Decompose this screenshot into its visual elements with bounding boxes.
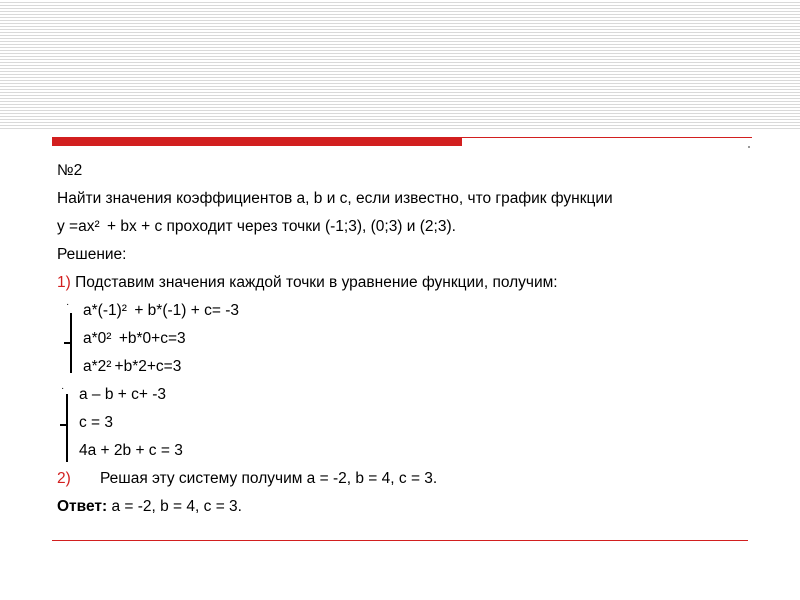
answer-label: Ответ: [57, 498, 108, 515]
step1-line [57, 274, 558, 292]
problem-number: №2 [57, 162, 83, 179]
step1-marker: 1) [57, 274, 71, 291]
system1-eq1: a*(-1)² + b*(-1) + c= -3 [83, 302, 239, 319]
system1-brace [70, 313, 72, 373]
decorative-dot [748, 146, 750, 148]
problem-statement-line1: Найти значения коэффициентов a, b и c, если известно, что график функции [57, 190, 613, 207]
system2-eq2: c = 3 [79, 414, 114, 431]
system1-eq3: a*2² +b*2+c=3 [83, 358, 182, 375]
system1-dot: · [66, 299, 70, 310]
step1-text: Подставим значения каждой точки в уравнение функции, получим: [70, 274, 558, 291]
system1-eq2: a*0² +b*0+c=3 [83, 330, 186, 347]
answer-text: a = -2, b = 4, c = 3. [107, 498, 242, 515]
title-rule [462, 137, 752, 138]
system2-eq3: 4a + 2b + c = 3 [79, 442, 183, 459]
step2-marker: 2) [57, 470, 71, 487]
problem-statement-line2: y =ax² + bx + c проходит через точки (-1;3), (0;3) и (2;3). [57, 218, 456, 235]
title-accent-bar [52, 137, 462, 146]
system2-brace-tick [60, 424, 66, 426]
system2-eq1: a – b + c+ -3 [79, 386, 167, 403]
answer-line [57, 498, 242, 516]
step2-text: Решая эту систему получим a = -2, b = 4, c = 3. [100, 470, 438, 487]
solution-heading: Решение: [57, 246, 127, 263]
bottom-rule [52, 540, 748, 541]
system2-dot: · [61, 383, 65, 394]
step2-line [57, 470, 71, 488]
system1-brace-tick [64, 342, 70, 344]
system2-brace [66, 394, 68, 462]
